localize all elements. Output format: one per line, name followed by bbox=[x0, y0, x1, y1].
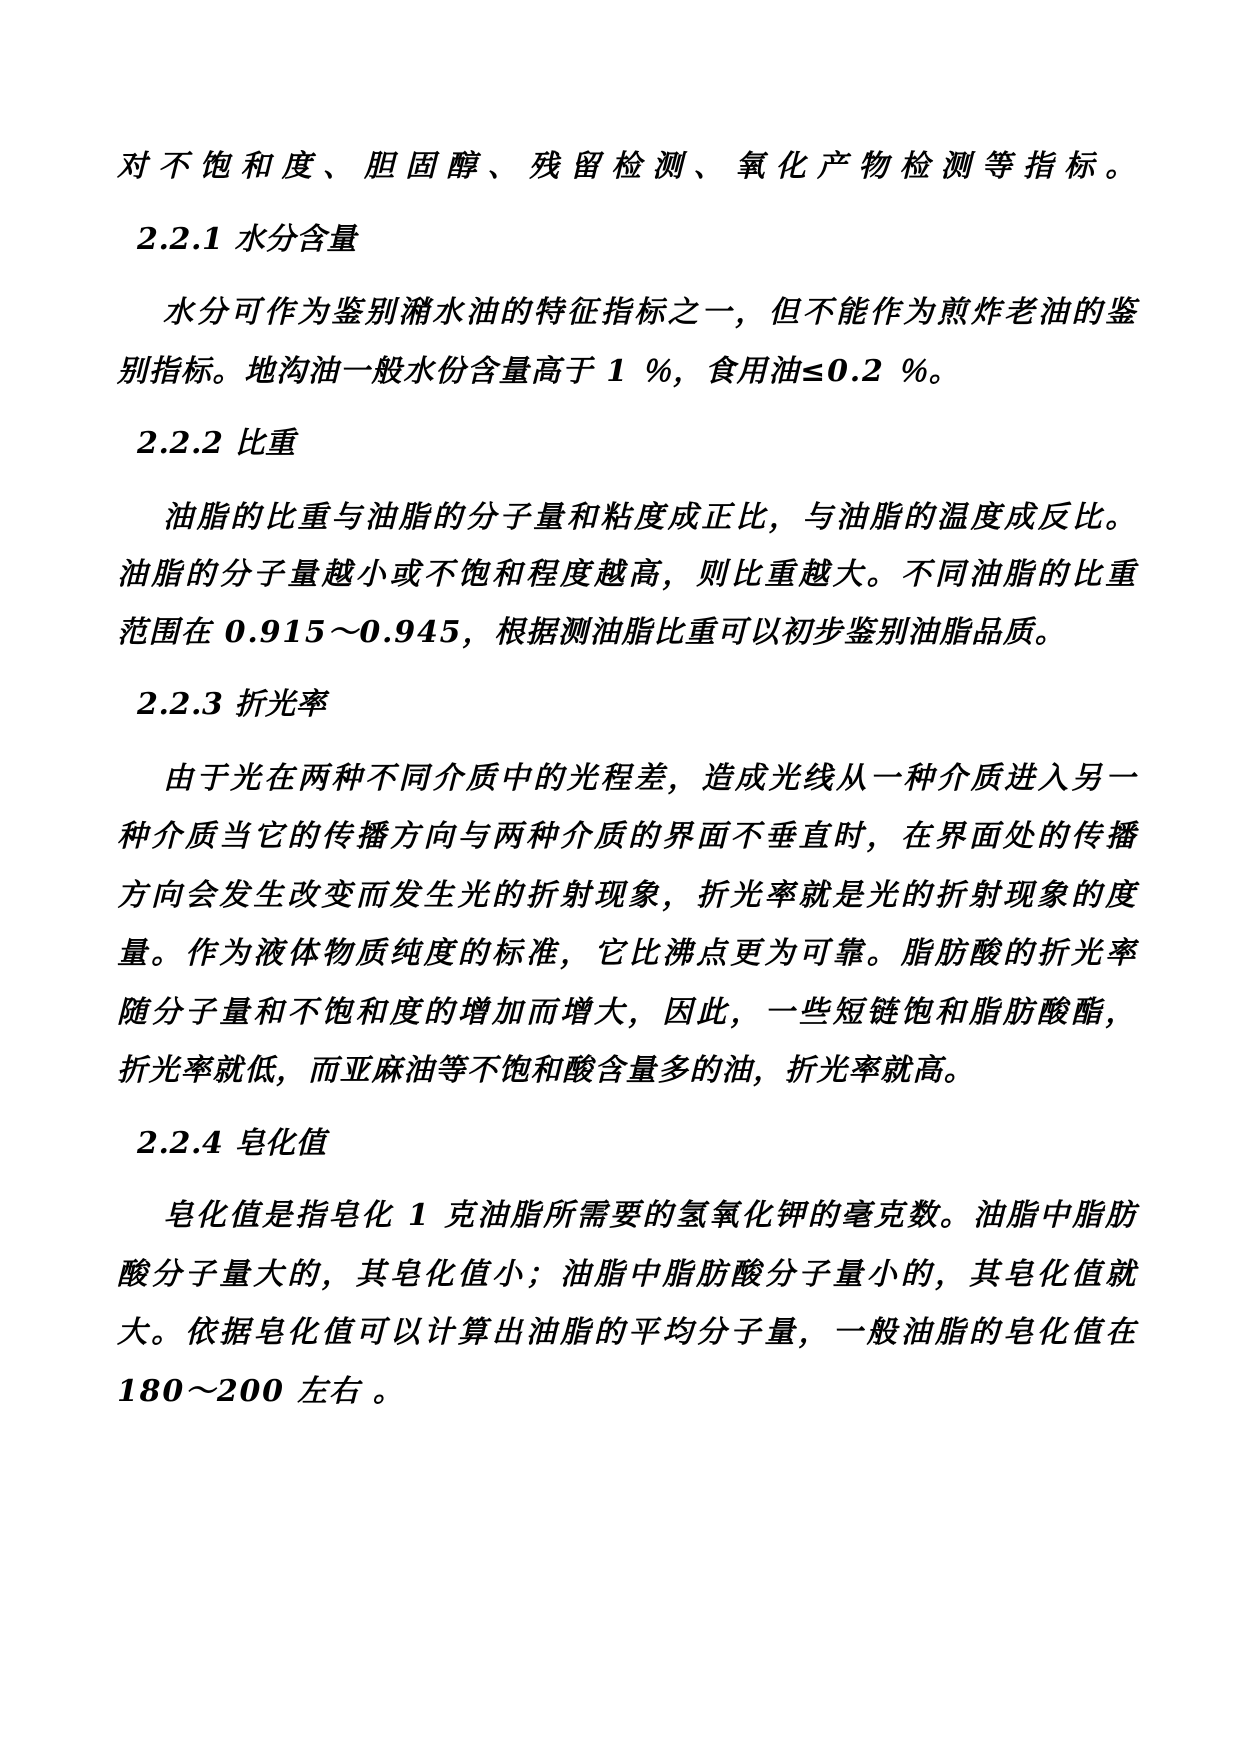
paragraph-line: 随分子量和不饱和度的增加而增大，因此，一些短链饱和脂肪酸酯， bbox=[117, 995, 1137, 1030]
paragraph-line: 油脂的比重与油脂的分子量和粘度成正比，与油脂的温度成反比。 bbox=[163, 500, 1137, 535]
paragraph-line: 皂化值是指皂化 1 克油脂所需要的氢氧化钾的毫克数。油脂中脂肪 bbox=[163, 1198, 1137, 1233]
section-heading-specific-gravity: 2.2.2 比重 bbox=[137, 426, 296, 461]
paragraph-line: 大。依据皂化值可以计算出油脂的平均分子量，一般油脂的皂化值在 bbox=[117, 1315, 1137, 1350]
section-heading-saponification-value: 2.2.4 皂化值 bbox=[137, 1126, 327, 1161]
paragraph-line: 别指标。地沟油一般水份含量高于 1 ％，食用油≤0.2 ％。 bbox=[117, 354, 961, 389]
intro-text-line: 对不饱和度、胆固醇、残留检测、氧化产物检测等指标。 bbox=[117, 149, 1137, 184]
paragraph-line: 范围在 0.915～0.945，根据测油脂比重可以初步鉴别油脂品质。 bbox=[117, 615, 1067, 650]
section-heading-refractive-index: 2.2.3 折光率 bbox=[137, 687, 327, 722]
paragraph-line: 180～200 左右 。 bbox=[117, 1374, 405, 1409]
paragraph-line: 种介质当它的传播方向与两种介质的界面不垂直时，在界面处的传播 bbox=[117, 819, 1137, 854]
section-heading-moisture: 2.2.1 水分含量 bbox=[137, 222, 357, 257]
paragraph-line: 酸分子量大的，其皂化值小；油脂中脂肪酸分子量小的，其皂化值就 bbox=[117, 1257, 1137, 1292]
paragraph-line: 折光率就低，而亚麻油等不饱和酸含量多的油，折光率就高。 bbox=[117, 1053, 976, 1088]
paragraph-line: 油脂的分子量越小或不饱和程度越高，则比重越大。不同油脂的比重 bbox=[117, 557, 1137, 592]
paragraph-line: 量。作为液体物质纯度的标准，它比沸点更为可靠。脂肪酸的折光率 bbox=[117, 936, 1137, 971]
paragraph-line: 方向会发生改变而发生光的折射现象，折光率就是光的折射现象的度 bbox=[117, 878, 1137, 913]
paragraph-line: 水分可作为鉴别潲水油的特征指标之一，但不能作为煎炸老油的鉴 bbox=[163, 295, 1137, 330]
paragraph-line: 由于光在两种不同介质中的光程差，造成光线从一种介质进入另一 bbox=[163, 761, 1137, 796]
